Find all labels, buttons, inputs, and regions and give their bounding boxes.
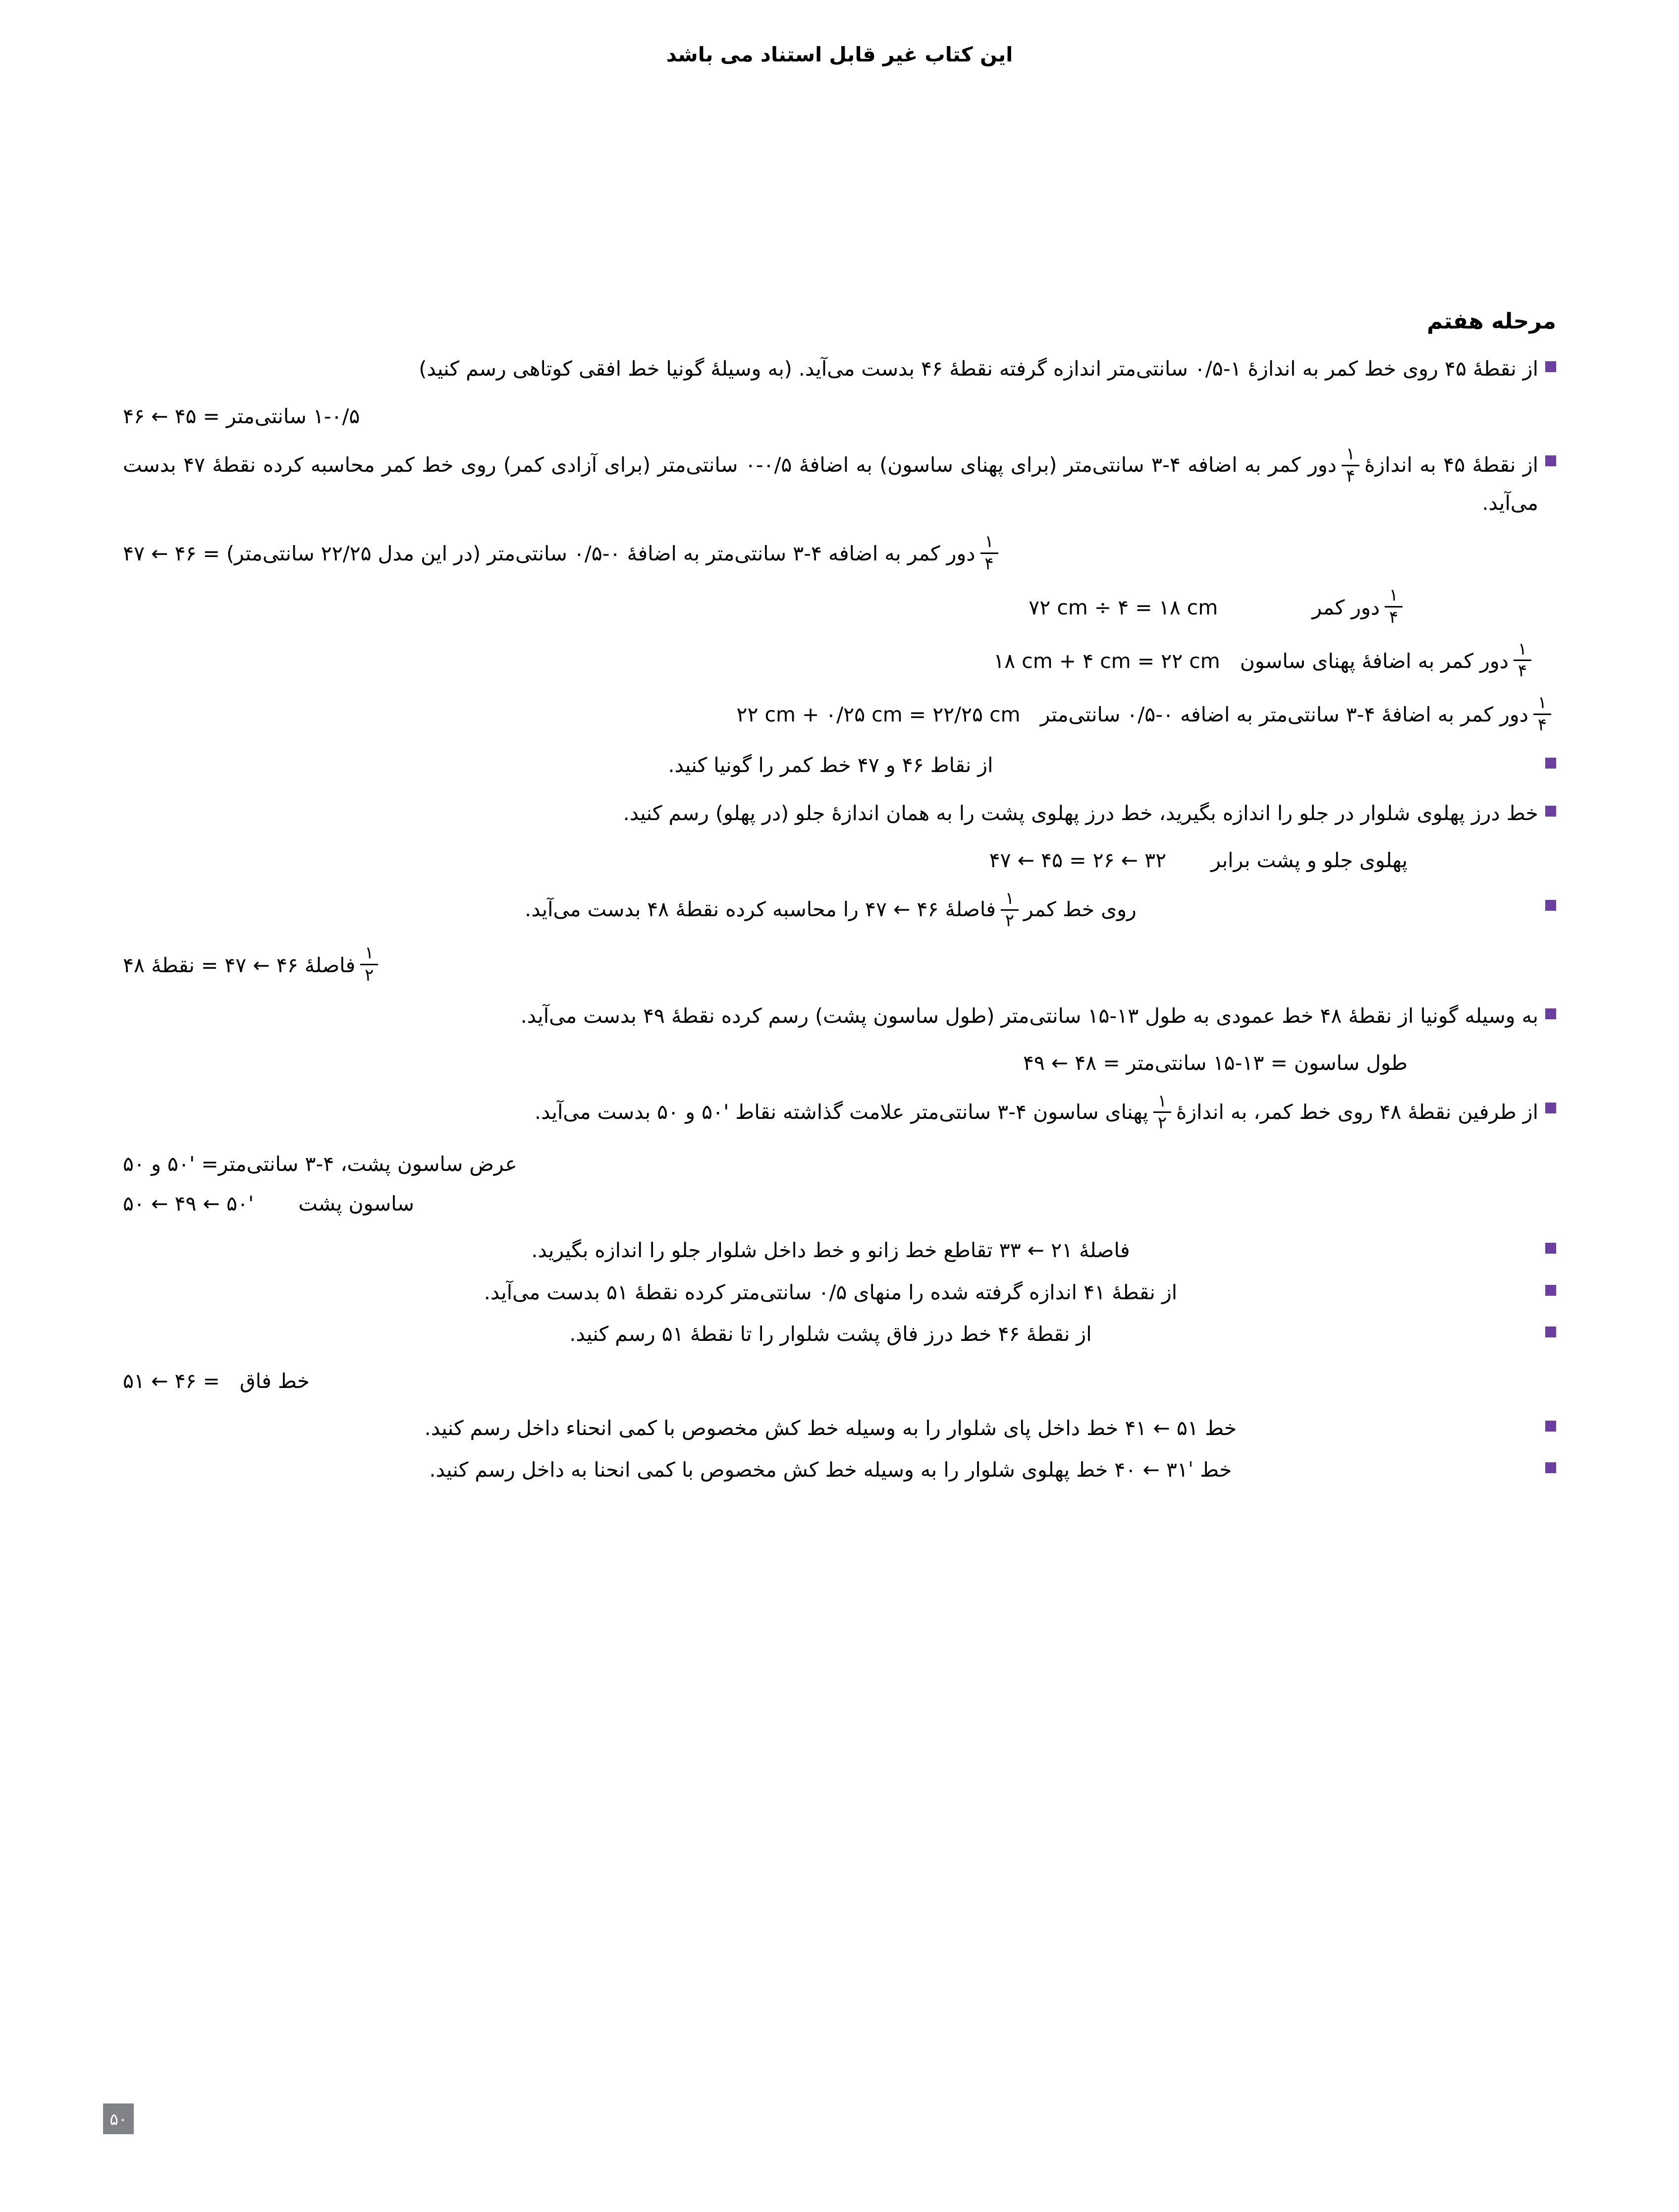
fraction <box>1533 694 1551 734</box>
bullet-square-icon <box>1545 1327 1556 1337</box>
fraction-denominator: ۲ <box>365 965 374 985</box>
formula-label: دور کمر به اضافهٔ پهنای ساسون <box>1240 649 1509 673</box>
fraction-denominator: ۴ <box>1346 466 1355 486</box>
fraction-numerator: ۱ <box>365 943 374 963</box>
list-item <box>123 446 1556 519</box>
bullet-square-icon <box>1545 1103 1556 1113</box>
formula-line <box>123 945 1556 985</box>
list-item-text-a: از طرفین نقطهٔ ۴۸ روی خط کمر، به اندازهٔ <box>1176 1100 1538 1124</box>
list-item <box>123 888 1556 931</box>
fraction-denominator: ۲ <box>1157 1113 1167 1133</box>
fraction-numerator: ۱ <box>1157 1091 1167 1111</box>
formula-label: ساسون پشت <box>298 1191 415 1216</box>
fraction-denominator: ۴ <box>1389 608 1399 628</box>
list-item <box>123 1276 1556 1309</box>
list-item-text: از نقطهٔ ۴۱ اندازه گرفته شده را منهای ۰/۵ سانتی‌متر کرده نقطهٔ ۵۱ بدست می‌آید. <box>484 1280 1178 1304</box>
bullet-square-icon <box>1545 1243 1556 1254</box>
list-item-text: به وسیله گونیا از نقطهٔ ۴۸ خط عمودی به طول ۱۳-۱۵ سانتی‌متر (طول ساسون پشت) رسم کرده نقطهٔ ۴۹ بدست می‌آید. <box>520 1003 1538 1028</box>
formula-line <box>123 400 1556 433</box>
page-title: مرحله هفتم <box>1427 309 1556 334</box>
list-item <box>123 1318 1556 1350</box>
list-item-text: خط ˈ۳۱ ← ۴۰ خط پهلوی شلوار را به وسیله خط کش مخصوص با کمی انحنا به داخل رسم کنید. <box>429 1458 1232 1482</box>
formula-text: فاصلهٔ ۴۶ ← ۴۷ = نقطهٔ ۴۸ <box>123 953 356 977</box>
formula-text: عرض ساسون پشت، ۴-۳ سانتی‌متر= '۵۰ و ۵۰ <box>123 1152 518 1176</box>
fraction-numerator: ۱ <box>1537 693 1547 713</box>
formula-text: دور کمر به اضافه ۴-۳ سانتی‌متر به اضافهٔ ۰-۰/۵ سانتی‌متر (در این مدل ۲۲/۲۵ سانتی‌متر) = ۴۶ ← ۴۷ <box>123 542 975 566</box>
list-item-text-b: فاصلهٔ ۴۶ ← ۴۷ را محاسبه کرده نقطهٔ ۴۸ بدست می‌آید. <box>525 897 996 922</box>
formula-line <box>123 639 1556 681</box>
fraction-denominator: ۲ <box>1005 910 1015 931</box>
formula-calc: = ۴۶ ← ۵۱ <box>123 1369 220 1393</box>
fraction-numerator: ۱ <box>984 531 994 552</box>
fraction-denominator: ۴ <box>1537 715 1547 735</box>
formula-calc: '۵۰ ← ۴۹ ← ۵۰ <box>123 1191 254 1216</box>
list-item <box>123 1234 1556 1267</box>
list-item <box>123 352 1556 385</box>
list-item-text: از نقطهٔ ۴۶ خط درز فاق پشت شلوار را تا نقطهٔ ۵۱ رسم کنید. <box>569 1322 1092 1346</box>
list-item-text <box>123 1091 1538 1133</box>
fraction <box>1514 641 1531 680</box>
bullet-square-icon <box>1545 1462 1556 1473</box>
formula-line <box>123 1047 1556 1080</box>
fraction-denominator: ۴ <box>984 553 994 574</box>
list-item <box>123 1453 1556 1486</box>
formula-line <box>123 1365 1556 1398</box>
list-item-text: از نقطهٔ ۴۵ روی خط کمر به اندازهٔ ۱-۰/۵ سانتی‌متر اندازه گرفته نقطهٔ ۴۶ بدست می‌آید. (به وسیلهٔ گونیا خط افقی کوتاهی رسم کنید) <box>419 357 1538 381</box>
bullet-square-icon <box>1545 455 1556 466</box>
list-item-text: خط ۵۱ ← ۴۱ خط داخل پای شلوار را به وسیله خط کش مخصوص با کمی انحناء داخل رسم کنید. <box>424 1416 1237 1440</box>
list-item-text-a: روی خط کمر <box>1023 897 1137 922</box>
bullet-square-icon <box>1545 758 1556 769</box>
page-number-badge: ۵۰ <box>103 2103 134 2134</box>
fraction-denominator: ۴ <box>1517 661 1527 681</box>
fraction <box>1001 890 1019 930</box>
fraction <box>1385 587 1403 626</box>
fraction <box>1342 445 1359 485</box>
list-item-text: فاصلهٔ ۲۱ ← ۳۳ تقاطع خط زانو و خط داخل شلوار جلو را اندازه بگیرید. <box>531 1238 1130 1263</box>
fraction-numerator: ۱ <box>1005 888 1015 908</box>
list-item <box>123 1091 1556 1133</box>
bullet-square-icon <box>1545 1421 1556 1432</box>
formula-calc: ۲۲ cm + ۰/۲۵ cm = ۲۲/۲۵ cm <box>736 703 1021 727</box>
formula-label: دور کمر <box>1312 595 1380 619</box>
list-item-text-b: پهنای ساسون ۴-۳ سانتی‌متر علامت گذاشته نقاط '۵۰ و ۵۰ بدست می‌آید. <box>535 1100 1148 1124</box>
list-item <box>123 749 1556 781</box>
formula-line <box>123 844 1556 877</box>
fraction <box>980 533 998 573</box>
fraction <box>1153 1093 1171 1132</box>
formula-label: خط فاق <box>239 1369 310 1393</box>
list-item <box>123 797 1556 830</box>
formula-label: دور کمر به اضافهٔ ۴-۳ سانتی‌متر به اضافه ۰-۰/۵ سانتی‌متر <box>1040 703 1528 727</box>
list-item <box>123 999 1556 1032</box>
list-item-text-a: از نقطهٔ ۴۵ به اندازهٔ <box>1364 453 1539 477</box>
list-item-text <box>123 888 1538 931</box>
formula-text: طول ساسون = ۱۳-۱۵ سانتی‌متر = ۴۸ ← ۴۹ <box>1023 1051 1408 1075</box>
list-item-text: از نقاط ۴۶ و ۴۷ خط کمر را گونیا کنید. <box>668 753 993 777</box>
bullet-square-icon <box>1545 900 1556 911</box>
list-item <box>123 1412 1556 1444</box>
formula-line <box>123 531 1556 574</box>
formula-line <box>123 695 1556 735</box>
formula-text: ۱-۰/۵ سانتی‌متر = ۴۵ ← ۴۶ <box>123 404 360 428</box>
formula-line <box>123 1188 1556 1220</box>
page-content <box>123 307 1556 1501</box>
formula-line <box>123 585 1556 628</box>
fraction-numerator: ۱ <box>1389 585 1399 606</box>
bullet-square-icon <box>1545 1285 1556 1296</box>
fraction-numerator: ۱ <box>1346 444 1355 464</box>
formula-calc: ۱۸ cm + ۴ cm = ۲۲ cm <box>993 649 1220 673</box>
formula-calc: ۳۲ ← ۲۶ = ۴۵ ← ۴۷ <box>989 848 1167 873</box>
list-item-text: خط درز پهلوی شلوار در جلو را اندازه بگیرید، خط درز پهلوی پشت را به همان اندازهٔ جلو (در پهلو) رسم کنید. <box>623 801 1538 825</box>
bullet-square-icon <box>1545 806 1556 817</box>
bullet-square-icon <box>1545 1008 1556 1019</box>
formula-calc: ۷۲ cm ÷ ۴ = ۱۸ cm <box>1029 595 1218 619</box>
running-header: این کتاب غیر قابل استناد می باشد <box>666 43 1013 66</box>
list-item-text-b: دور کمر به اضافه ۴-۳ سانتی‌متر (برای پهنای ساسون) به اضافهٔ ۰/۵-۰ سانتی‌متر (برای آزادی کمر) روی خط کمر محاسبه کرده نقطهٔ ۴۷ بدست می‌آید. <box>123 453 1538 515</box>
bullet-square-icon <box>1545 361 1556 372</box>
formula-line <box>123 1148 1556 1181</box>
formula-label: پهلوی جلو و پشت برابر <box>1211 848 1408 873</box>
fraction <box>360 944 378 984</box>
fraction-numerator: ۱ <box>1517 639 1527 659</box>
list-item-text <box>123 446 1538 519</box>
